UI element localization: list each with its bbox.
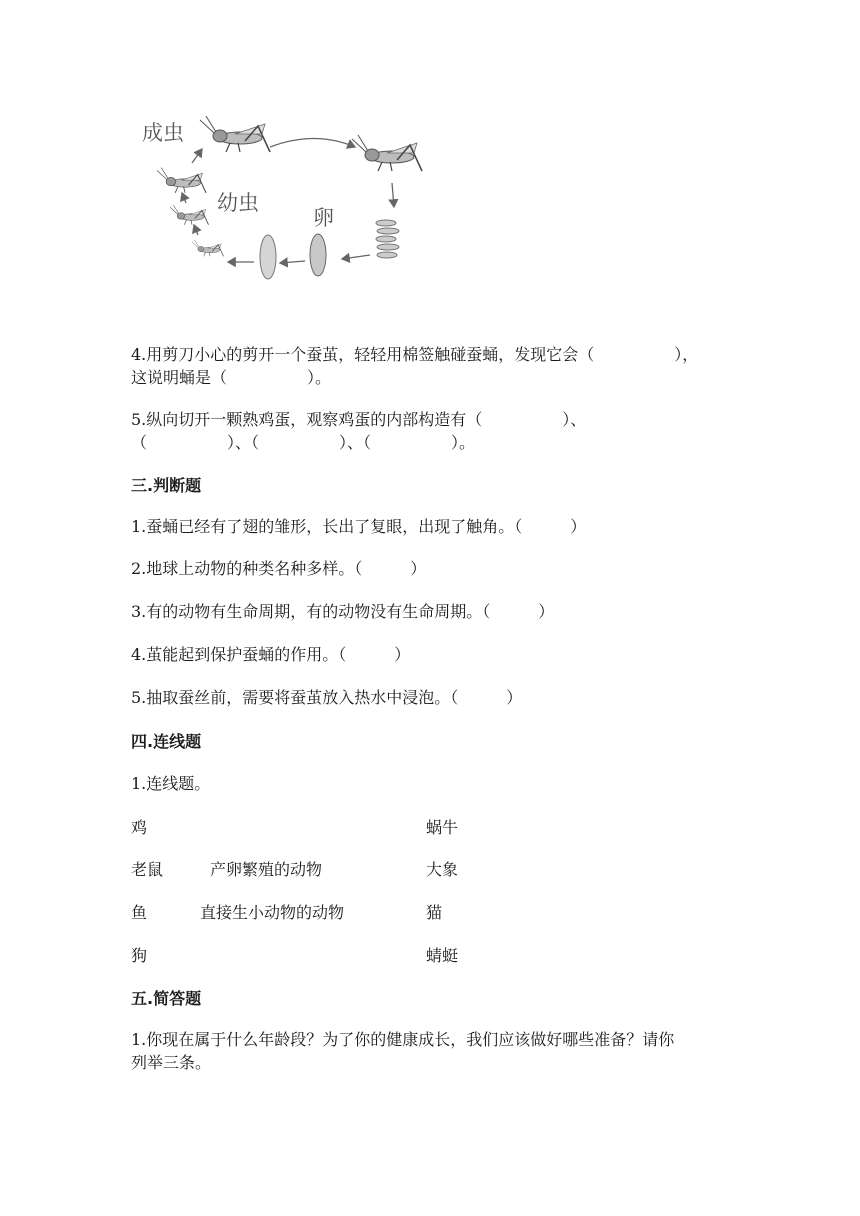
match-right-4: 蜻蜓 <box>426 946 459 965</box>
arrow-top <box>270 139 355 148</box>
label-egg: 卵 <box>313 206 334 230</box>
nymph-icon-medium <box>170 205 209 225</box>
arrow-egg-1 <box>342 255 370 259</box>
grasshopper-life-cycle-diagram <box>130 105 440 290</box>
arrow-left-1 <box>194 225 198 235</box>
label-nymph: 幼虫 <box>217 191 259 215</box>
judge-item-3: 3.有的动物有生命周期，有的动物没有生命周期。（ ） <box>131 602 555 621</box>
section-5-title: 五.简答题 <box>131 989 202 1008</box>
match-right-2: 大象 <box>426 860 459 879</box>
question-4-line-2: 这说明蛹是（ ）。 <box>131 368 332 387</box>
arrow-right <box>392 183 394 207</box>
judge-item-4: 4.茧能起到保护蚕蛹的作用。（ ） <box>131 645 411 664</box>
arrow-left-3 <box>192 149 202 163</box>
adult-grasshopper-icon-2 <box>352 135 422 171</box>
section-4-title: 四.连线题 <box>131 732 202 751</box>
match-right-1: 蜗牛 <box>426 818 459 837</box>
short-answer-1-line-2: 列举三条。 <box>131 1053 212 1072</box>
judge-item-2: 2.地球上动物的种类名种多样。（ ） <box>131 559 427 578</box>
match-middle-2: 直接生小动物的动物 <box>200 903 345 922</box>
matching-question-1: 1.连线题。 <box>131 774 211 793</box>
question-4-line-1: 4.用剪刀小心的剪开一个蚕茧，轻轻用棉签触碰蚕蛹，发现它会（ ）， <box>131 345 699 364</box>
arrow-egg-2 <box>280 261 305 263</box>
short-answer-1-line-1: 1.你现在属于什么年龄段？为了你的健康成长，我们应该做好哪些准备？请你 <box>131 1030 675 1049</box>
section-3-title: 三.判断题 <box>131 476 202 495</box>
egg-cluster-icon <box>376 220 399 258</box>
judge-item-5: 5.抽取蚕丝前，需要将蚕茧放入热水中浸泡。（ ） <box>131 688 523 707</box>
question-5-line-2: （ ）、（ ）、（ ）。 <box>131 433 476 452</box>
match-left-2: 老鼠 <box>131 860 164 879</box>
nymph-icon-small <box>192 240 224 256</box>
match-middle-1: 产卵繁殖的动物 <box>210 860 323 879</box>
egg-icon-1 <box>310 234 326 276</box>
judge-item-1: 1.蚕蛹已经有了翅的雏形，长出了复眼，出现了触角。（ ） <box>131 517 587 536</box>
match-left-1: 鸡 <box>131 818 148 837</box>
arrow-left-2 <box>182 193 186 203</box>
label-adult: 成虫 <box>142 121 184 145</box>
question-5-line-1: 5.纵向切开一颗熟鸡蛋，观察鸡蛋的内部构造有（ ）、 <box>131 410 587 429</box>
match-left-3: 鱼 <box>131 903 148 922</box>
adult-grasshopper-icon-1 <box>200 116 270 152</box>
match-right-3: 猫 <box>426 903 443 922</box>
egg-icon-2 <box>260 235 276 279</box>
match-left-4: 狗 <box>131 946 148 965</box>
nymph-icon-large <box>157 168 206 193</box>
